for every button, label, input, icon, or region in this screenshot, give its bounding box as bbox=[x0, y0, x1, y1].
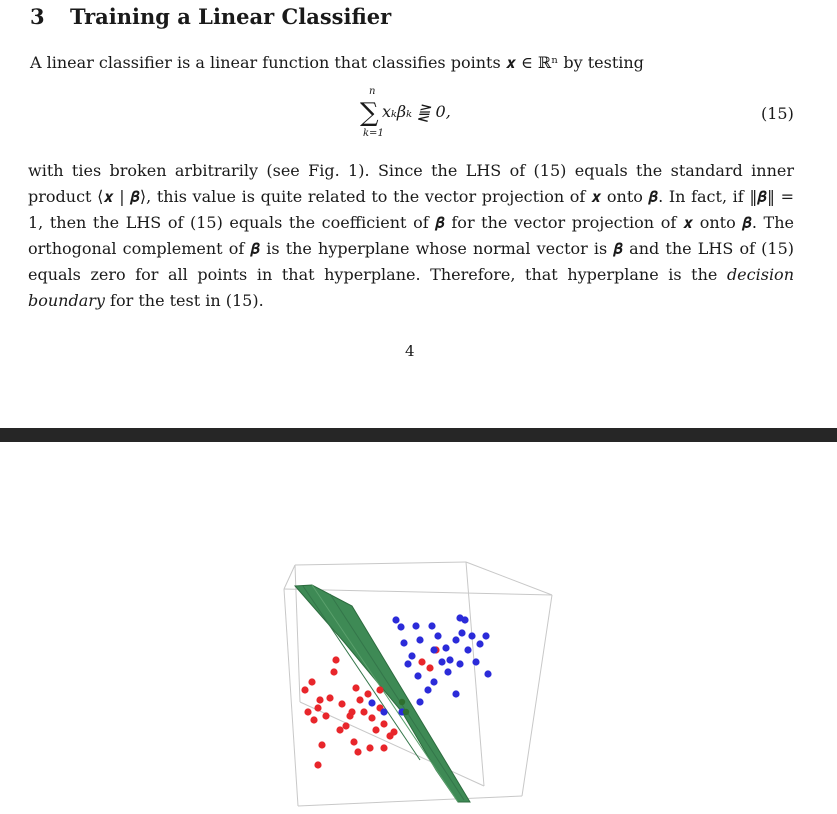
blue-point bbox=[461, 616, 468, 623]
blue-point bbox=[416, 698, 423, 705]
red-point bbox=[376, 686, 383, 693]
red-point bbox=[356, 696, 363, 703]
blue-point bbox=[397, 623, 404, 630]
blue-point bbox=[392, 616, 399, 623]
red-point bbox=[322, 712, 329, 719]
section-number: 3 bbox=[30, 4, 45, 29]
sigma-symbol: ∑ bbox=[360, 98, 379, 128]
blue-point bbox=[404, 660, 411, 667]
section-title: Training a Linear Classifier bbox=[70, 4, 392, 29]
decision-plane bbox=[295, 585, 470, 802]
blue-point bbox=[380, 708, 387, 715]
red-point bbox=[364, 690, 371, 697]
blue-point bbox=[484, 670, 491, 677]
equation-number: (15) bbox=[761, 104, 794, 123]
blue-point bbox=[468, 632, 475, 639]
red-point bbox=[380, 720, 387, 727]
red-point bbox=[314, 704, 321, 711]
red-point bbox=[360, 708, 367, 715]
red-point bbox=[348, 708, 355, 715]
body-text-part2: for the test in (15). bbox=[104, 291, 264, 310]
red-point bbox=[352, 684, 359, 691]
section-heading bbox=[30, 4, 391, 29]
blue-point bbox=[424, 686, 431, 693]
blue-point bbox=[430, 678, 437, 685]
blue-point bbox=[444, 668, 451, 675]
red-point bbox=[366, 744, 373, 751]
blue-point bbox=[428, 622, 435, 629]
inner-point bbox=[399, 699, 405, 705]
blue-point bbox=[464, 646, 471, 653]
red-point bbox=[380, 744, 387, 751]
blue-point bbox=[476, 640, 483, 647]
figure-3d-scatter bbox=[0, 442, 837, 814]
red-point bbox=[326, 694, 333, 701]
red-point bbox=[314, 761, 321, 768]
blue-point bbox=[400, 639, 407, 646]
sum-lower-limit: k=1 bbox=[363, 128, 384, 139]
red-point bbox=[336, 726, 343, 733]
equation bbox=[360, 86, 510, 148]
intro-paragraph: A linear classifier is a linear function that classifies points 𝒙 ∈ ℝⁿ by testing bbox=[30, 53, 644, 72]
red-point bbox=[372, 726, 379, 733]
blue-point bbox=[472, 658, 479, 665]
equation-body: xₖβₖ ⪌ 0, bbox=[382, 102, 451, 121]
inner-point bbox=[403, 709, 409, 715]
red-point bbox=[330, 668, 337, 675]
red-point bbox=[342, 722, 349, 729]
red-point bbox=[350, 738, 357, 745]
body-text-part1: with ties broken arbitrarily (see Fig. 1). Since the LHS of (15) equals the standard inner product ⟨𝒙 | 𝜷⟩, this value is quite related to the vector projection of 𝒙 onto 𝜷. In fact, if ‖𝜷‖ = 1, then the LHS of (15) equals the coefficient of 𝜷 for the vector projection of 𝒙 onto 𝜷. The orthogonal complement of 𝜷 is the hyperplane whose normal vector is 𝜷 and the LHS of (15) equals zero for all points in that hyperplane. Therefore, that hyperplane is the bbox=[28, 161, 794, 284]
blue-point bbox=[442, 644, 449, 651]
blue-point bbox=[368, 699, 375, 706]
red-point bbox=[304, 708, 311, 715]
blue-point bbox=[438, 658, 445, 665]
blue-point bbox=[456, 660, 463, 667]
blue-point bbox=[434, 632, 441, 639]
body-paragraph bbox=[28, 158, 794, 314]
red-point bbox=[308, 678, 315, 685]
red-point bbox=[310, 716, 317, 723]
red-point bbox=[332, 656, 339, 663]
blue-point bbox=[416, 636, 423, 643]
red-point bbox=[354, 748, 361, 755]
red-point bbox=[418, 658, 425, 665]
red-point bbox=[426, 664, 433, 671]
blue-point bbox=[430, 646, 437, 653]
blue-point bbox=[452, 690, 459, 697]
red-point bbox=[338, 700, 345, 707]
blue-point bbox=[412, 622, 419, 629]
blue-point bbox=[408, 652, 415, 659]
blue-point bbox=[452, 636, 459, 643]
decision-boundary-term: decision boundary bbox=[28, 265, 794, 310]
blue-point bbox=[458, 629, 465, 636]
blue-point bbox=[446, 656, 453, 663]
red-point bbox=[318, 741, 325, 748]
red-point bbox=[390, 728, 397, 735]
blue-point bbox=[414, 672, 421, 679]
blue-point bbox=[482, 632, 489, 639]
page-number: 4 bbox=[405, 342, 415, 360]
red-point bbox=[316, 696, 323, 703]
red-point bbox=[301, 686, 308, 693]
page-divider bbox=[0, 428, 837, 442]
sum-upper-limit: n bbox=[369, 86, 376, 97]
red-point bbox=[368, 714, 375, 721]
